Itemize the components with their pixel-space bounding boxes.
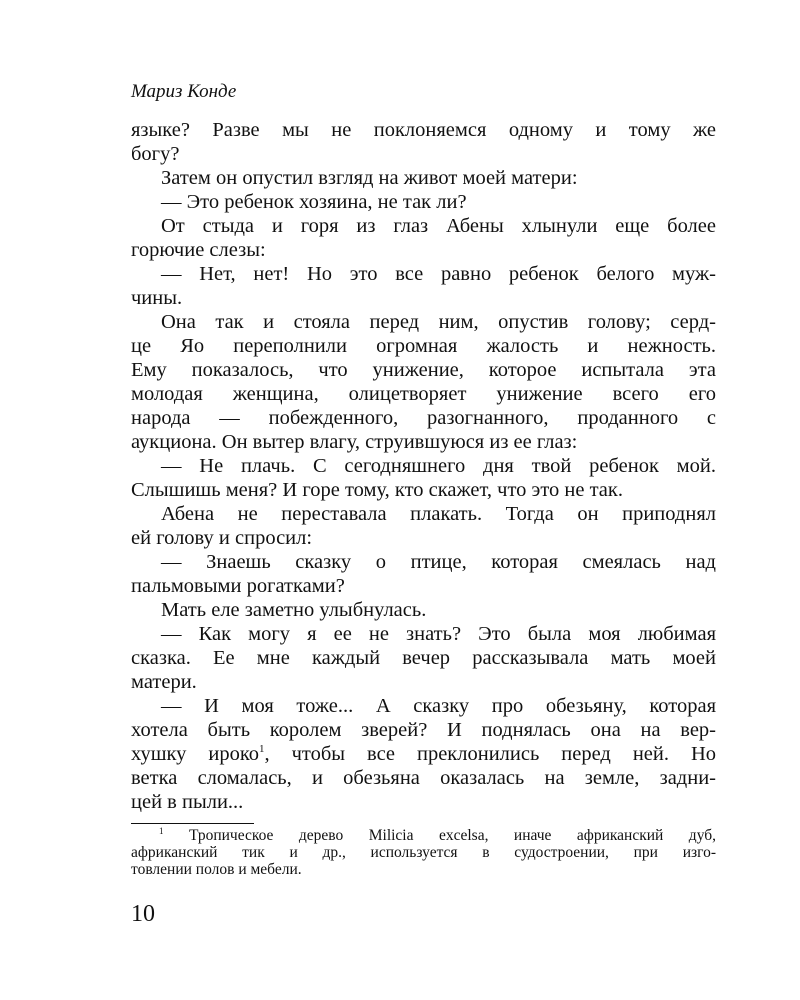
footnote-line [131,844,716,861]
text-line-content: Абена не переставала плакать. Тогда он приподнял [161,503,716,525]
text-line-content: ветка сломалась, и обезьяна оказалась на земле, задни- [131,767,716,789]
text-line-content: Ему показалось, что унижение, которое испытала эта [131,359,716,381]
text-line [131,670,716,694]
text-line-content: хушку ироко [131,743,260,765]
running-head-author: Мариз Конде [131,81,237,102]
text-line-content: хотела быть королем зверей? И поднялась она на вер- [131,719,716,741]
text-line-content: — Знаешь сказку о птице, которая смеялась над [161,551,716,573]
text-line [131,238,716,262]
text-line [131,718,716,742]
text-line-content: сказка. Ее мне каждый вечер рассказывала мать моей [131,647,716,669]
footnote-text: африканский тик и др., используется в судостроении, при изго- [131,844,716,861]
text-line [131,622,716,646]
text-line-content: Затем он опустил взгляд на живот моей матери: [161,167,578,189]
text-line-content: молодая женщина, олицетворяет унижение всего его [131,383,716,405]
text-line-content: матери. [131,671,197,693]
text-line-content: , чтобы все преклонились перед ней. Но [264,743,716,765]
text-line [131,502,716,526]
footnote-line [131,861,716,878]
footnote [131,827,716,878]
text-line-content: аукциона. Он вытер влагу, струившуюся из ее глаз: [131,431,578,453]
text-line [131,166,716,190]
text-line [131,358,716,382]
text-line-content: Мать еле заметно улыбнулась. [161,599,427,621]
text-line [131,646,716,670]
footnote-reference[interactable]: 1 [259,743,265,755]
footnote-marker: 1 [159,826,164,836]
text-line [131,310,716,334]
text-line [131,430,716,454]
text-line-content: ей голову и спросил: [131,527,313,549]
text-line [131,790,716,814]
text-line-content: народа — побежденного, разогнанного, проданного с [131,407,716,429]
text-line [131,694,716,718]
text-line [131,382,716,406]
text-line [131,406,716,430]
text-line-content: це Яо переполнили огромная жалость и нежность. [131,335,716,357]
text-line-content: — Не плачь. С сегодняшнего дня твой ребенок мой. [161,455,716,477]
text-line [131,574,716,598]
text-line-content: горючие слезы: [131,239,266,261]
text-line [131,190,716,214]
footnote-divider [131,823,254,824]
text-line [131,550,716,574]
text-line-content: Слышишь меня? И горе тому, кто скажет, что это не так. [131,479,623,501]
text-line [131,118,716,142]
footnote-text: Тропическое дерево Milicia excelsa, иначе африканский дуб, [188,827,717,844]
text-line [131,262,716,286]
text-line-content: — Это ребенок хозяина, не так ли? [161,191,467,213]
text-line-content: — И моя тоже... А сказку про обезьяну, которая [161,695,716,717]
page-number: 10 [131,901,155,927]
text-line [131,598,716,622]
text-line-content: — Как могу я ее не знать? Это была моя любимая [161,623,716,645]
text-line-content: богу? [131,143,180,165]
text-line-content: — Нет, нет! Но это все равно ребенок белого муж- [161,263,716,285]
text-line [131,742,716,766]
text-line [131,526,716,550]
footnote-line [131,827,716,844]
text-line-content: Она так и стояла перед ним, опустив голову; серд- [161,311,716,333]
text-line [131,286,716,310]
footnote-text: товлении полов и мебели. [131,861,302,878]
text-line-content: языке? Разве мы не поклоняемся одному и тому же [131,119,716,141]
text-line-content: чины. [131,287,183,309]
text-line-content: цей в пыли... [131,791,244,813]
text-line [131,478,716,502]
text-line-content: пальмовыми рогатками? [131,575,345,597]
text-line [131,334,716,358]
body-text [131,118,716,814]
text-line [131,214,716,238]
text-line [131,142,716,166]
text-line [131,766,716,790]
text-line-content: От стыда и горя из глаз Абены хлынули еще более [161,215,716,237]
text-line [131,454,716,478]
